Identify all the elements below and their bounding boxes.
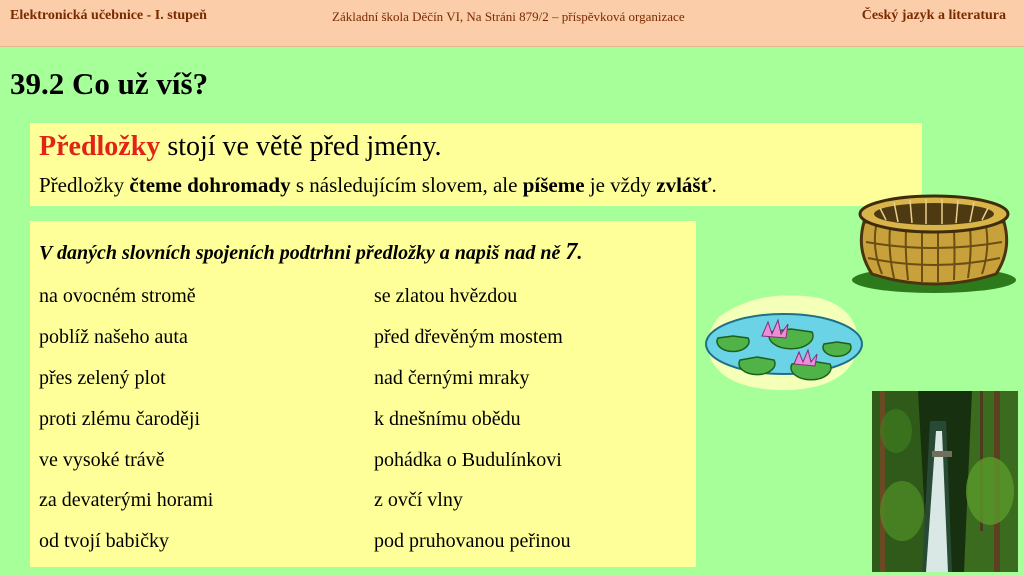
phrase-left: za devaterými horami <box>39 489 214 511</box>
phrase-row <box>30 489 696 519</box>
phrase-row <box>30 285 696 315</box>
phrase-right: před dřevěným mostem <box>374 326 563 348</box>
rule-text: s následujícím slovem, ale <box>290 173 523 197</box>
rule-bold-separately: zvlášť <box>656 173 712 197</box>
waterfall-forest-photo <box>872 391 1018 572</box>
phrase-left: ve vysoké trávě <box>39 449 165 471</box>
phrase-left: na ovocném stromě <box>39 285 196 307</box>
exercise-box <box>30 221 696 567</box>
rule-line-1-rest: stojí ve větě před jmény. <box>160 131 442 162</box>
rule-term: Předložky <box>39 131 161 162</box>
phrase-right: se zlatou hvězdou <box>374 285 518 307</box>
phrase-row <box>30 326 696 356</box>
slide-header <box>0 0 1024 47</box>
basket-icon <box>850 190 1018 294</box>
header-school-name: Základní škola Děčín VI, Na Stráni 879/2 – příspěvková organizace <box>332 9 685 24</box>
phrase-right: z ovčí vlny <box>374 489 463 511</box>
rule-text: . <box>711 173 717 197</box>
instruction-text: V daných slovních spojeních podtrhni předložky a napiš nad ně <box>39 242 566 264</box>
phrase-left: poblíž našeho auta <box>39 326 188 348</box>
instruction-number: 7 <box>565 239 578 265</box>
phrase-right: nad černými mraky <box>374 367 530 389</box>
phrase-right: pod pruhovanou peřinou <box>374 530 571 552</box>
header-textbook-name: Elektronická učebnice - I. stupeň <box>10 8 207 23</box>
page-title: 39.2 Co už víš? <box>10 66 209 101</box>
rule-bold-read-together: čteme dohromady <box>129 173 291 197</box>
rule-text: je vždy <box>584 173 657 197</box>
header-subject: Český jazyk a literatura <box>861 8 1006 23</box>
instruction-end: . <box>577 242 583 264</box>
rule-line-1 <box>39 131 442 163</box>
phrase-right: pohádka o Budulínkovi <box>374 449 562 471</box>
phrase-row <box>30 449 696 479</box>
phrase-right: k dnešnímu obědu <box>374 408 521 430</box>
phrase-left: od tvojí babičky <box>39 530 169 552</box>
phrase-row <box>30 367 696 397</box>
phrase-left: přes zelený plot <box>39 367 166 389</box>
phrase-row <box>30 530 696 560</box>
rule-line-2 <box>39 173 717 198</box>
rule-bold-write: píšeme <box>522 173 585 197</box>
water-lilies-icon <box>700 288 866 394</box>
rule-box <box>30 123 922 206</box>
phrase-left: proti zlému čaroději <box>39 408 201 430</box>
exercise-instruction <box>39 239 582 266</box>
phrase-row <box>30 408 696 438</box>
rule-text: Předložky <box>39 173 130 197</box>
